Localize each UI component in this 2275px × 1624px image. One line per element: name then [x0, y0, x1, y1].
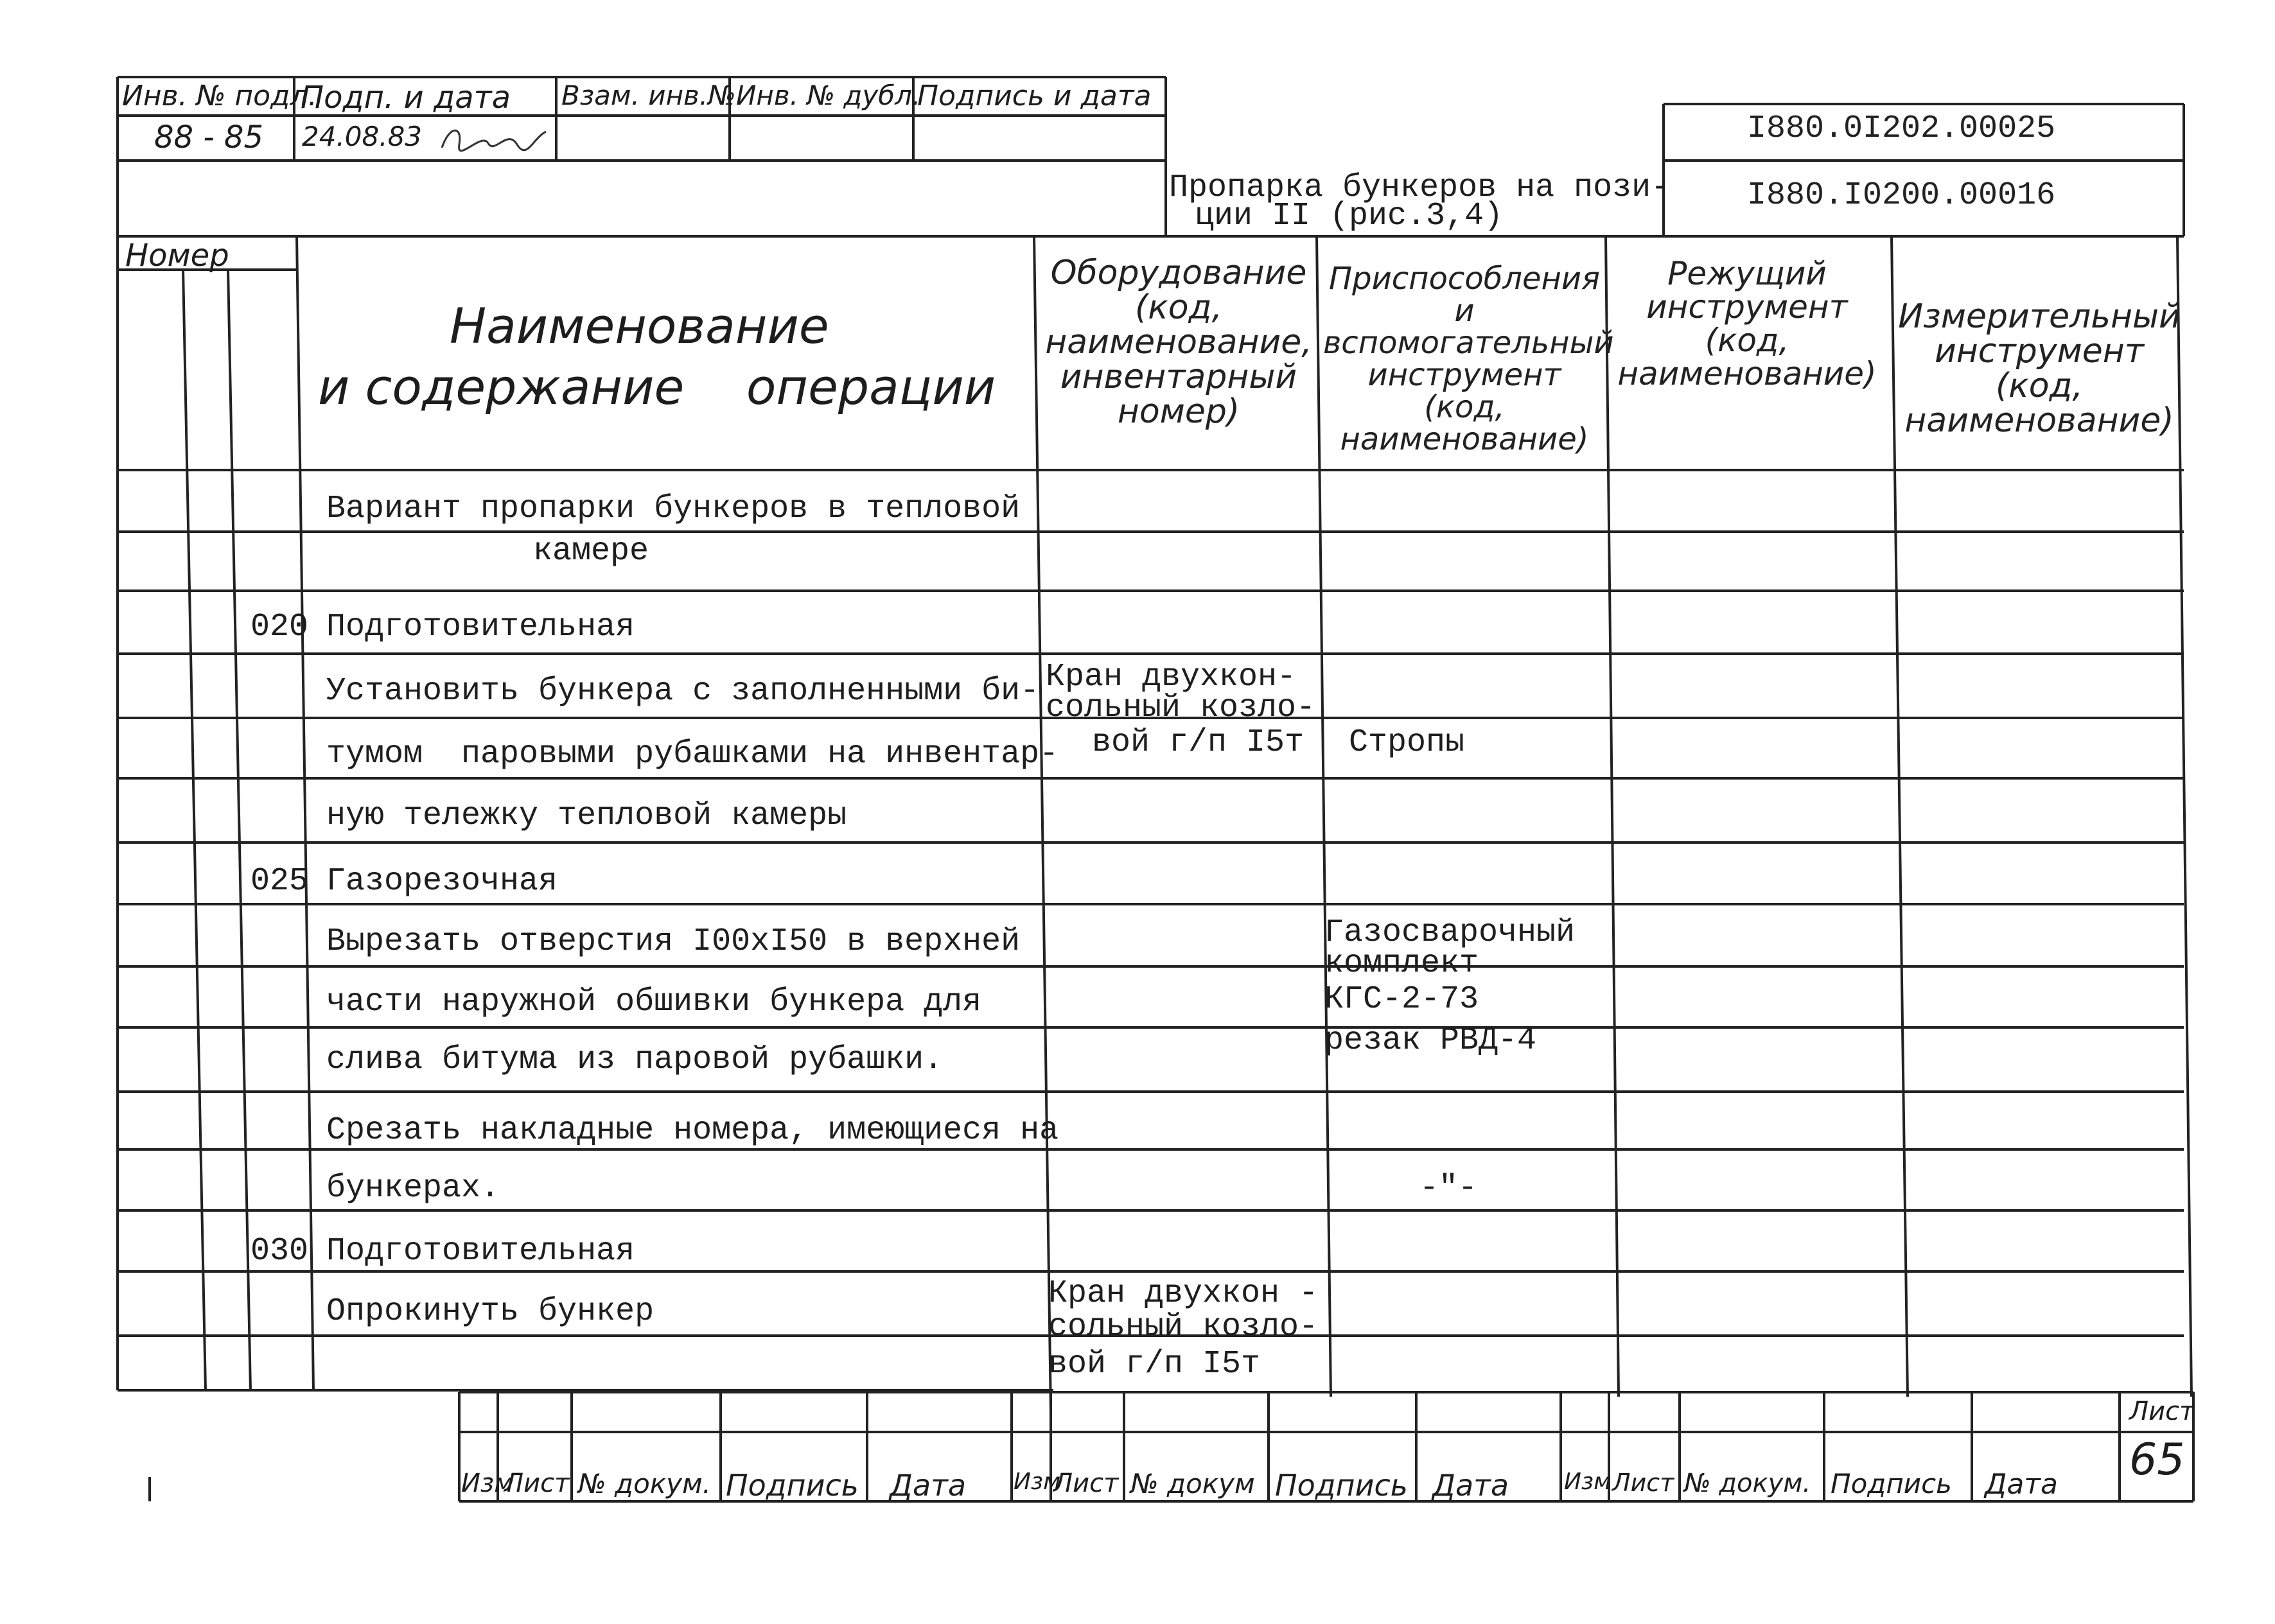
- stamp-signature: [437, 119, 552, 157]
- col-cutting-line3: (код,: [1705, 322, 1789, 359]
- footer-data-3: Дата: [1985, 1468, 2058, 1501]
- stamp-inv-podl-label: Инв. № подл.: [122, 80, 317, 112]
- footer-podpis-3: Подпись: [1831, 1468, 1952, 1499]
- footer-data: Дата: [890, 1468, 967, 1503]
- doc-code-primary: I880.0I202.00025: [1747, 110, 2056, 147]
- footer-podpis-2: Подпись: [1275, 1468, 1408, 1503]
- fixture-ditto: -"-: [1419, 1170, 1478, 1207]
- row-text-12: бункерах.: [326, 1170, 500, 1207]
- stamp-podp-data-value: 24.08.83: [302, 121, 423, 152]
- fixture-gas-line4: резак РВД-4: [1324, 1022, 1537, 1059]
- footer-sheet-number: 65: [2129, 1435, 2185, 1485]
- row-text-11: Срезать накладные номера, имеющиеся на: [326, 1112, 1059, 1149]
- col-equipment-header: [1044, 254, 1313, 432]
- equipment-crane1-line2: сольный козло-: [1046, 690, 1316, 726]
- stamp-inv-podl-value: 88 - 85: [154, 119, 263, 155]
- col-fixtures-line5: наименование): [1340, 421, 1589, 457]
- col-equipment-line4: инвентарный: [1060, 358, 1297, 397]
- col-fixtures-line1: Приспособления: [1329, 261, 1600, 297]
- row-text-14: Опрокинуть бункер: [326, 1293, 654, 1330]
- equipment-crane2-line2: сольный козло-: [1048, 1309, 1319, 1345]
- col-name-header-line1: Наименование: [450, 297, 829, 354]
- footer-sheet-label: Лист: [2129, 1397, 2195, 1426]
- col-nomer-header: Номер: [125, 238, 229, 274]
- fixture-gas-line1: Газосварочный: [1324, 914, 1576, 951]
- op-number-020: 020: [250, 609, 309, 645]
- col-fixtures-line3: инструмент: [1367, 356, 1561, 393]
- stamp-vzam-inv-label: Взам. инв.№: [561, 80, 736, 111]
- row-text-2: камере: [533, 533, 649, 570]
- equipment-crane1-line3: вой г/п I5т: [1092, 724, 1304, 761]
- op-number-030: 030: [250, 1233, 309, 1270]
- row-text-6: ную тележку тепловой камеры: [326, 798, 847, 834]
- footer-list: Лист: [504, 1469, 570, 1498]
- footer-podpis: Подпись: [726, 1468, 859, 1503]
- equipment-crane2-line1: Кран двухкон -: [1048, 1275, 1319, 1312]
- col-equipment-line3: наименование,: [1045, 323, 1312, 362]
- footer-ndokum-2: № докум: [1130, 1468, 1255, 1499]
- col-cutting-line1: Режущий: [1667, 255, 1827, 292]
- col-measuring-line2: инструмент: [1935, 332, 2144, 371]
- fixture-stropy: Стропы: [1349, 724, 1465, 761]
- row-text-8: Вырезать отверстия I00xI50 в верхней: [326, 923, 1021, 960]
- row-text-13: Подготовительная: [326, 1233, 635, 1270]
- footer-izm-2: Изм: [1014, 1469, 1061, 1495]
- col-equipment-line5: номер): [1117, 392, 1240, 432]
- col-cutting-header: [1609, 257, 1885, 390]
- doc-code-secondary: I880.I0200.00016: [1747, 177, 2056, 214]
- row-text-9: части наружной обшивки бункера для: [326, 984, 982, 1020]
- col-fixtures-line2: и вспомогательный: [1323, 292, 1614, 361]
- op-number-025: 025: [250, 863, 309, 900]
- row-text-4: Установить бункера с заполненными би-: [326, 673, 1040, 710]
- footer-ndokum-3: № докум.: [1684, 1469, 1811, 1498]
- col-equipment-line1: Оборудование: [1050, 254, 1307, 292]
- col-measuring-line4: наименование): [1904, 401, 2174, 441]
- col-cutting-line4: наименование): [1617, 355, 1877, 392]
- fixture-gas-line2: комплект: [1324, 945, 1479, 982]
- col-name-header-line2: и содержание операции: [318, 358, 996, 415]
- col-fixtures-line4: (код,: [1424, 389, 1505, 425]
- footer-list-2: Лист: [1053, 1469, 1119, 1498]
- fixture-gas-line3: КГС-2-73: [1324, 981, 1479, 1018]
- stamp-inv-dubl-label: Инв. № дубл.: [736, 80, 921, 111]
- row-text-5: тумом паровыми рубашками на инвентар-: [326, 736, 1059, 773]
- footer-izm: Изм: [461, 1469, 514, 1498]
- footer-ndokum: № докум.: [578, 1468, 712, 1499]
- row-text-1: Вариант пропарки бункеров в тепловой: [326, 491, 1021, 527]
- row-text-10: слива битума из паровой рубашки.: [326, 1042, 944, 1078]
- col-fixtures-header: [1323, 261, 1614, 457]
- stamp-podp-data-label: Подп. и дата: [301, 80, 511, 116]
- operation-title-line2: ции II (рис.3,4): [1195, 198, 1504, 234]
- equipment-crane2-line3: вой г/п I5т: [1048, 1346, 1261, 1383]
- col-cutting-line2: инструмент: [1646, 288, 1848, 326]
- col-equipment-line2: (код,: [1135, 288, 1222, 327]
- footer-data-2: Дата: [1432, 1468, 1509, 1503]
- footer-list-3: Лист: [1612, 1469, 1674, 1497]
- operation-title-line1: Пропарка бункеров на пози-: [1169, 170, 1671, 206]
- equipment-crane1-line1: Кран двухкон-: [1046, 659, 1297, 695]
- row-text-3: Подготовительная: [326, 609, 635, 645]
- stamp-podpis-data-label: Подпись и дата: [917, 80, 1152, 112]
- row-text-7: Газорезочная: [326, 863, 558, 900]
- col-measuring-header: [1898, 297, 2181, 441]
- col-measuring-line3: (код,: [1996, 367, 2083, 406]
- footer-izm-3: Изм: [1564, 1469, 1612, 1495]
- col-measuring-line1: Измерительный: [1898, 297, 2181, 336]
